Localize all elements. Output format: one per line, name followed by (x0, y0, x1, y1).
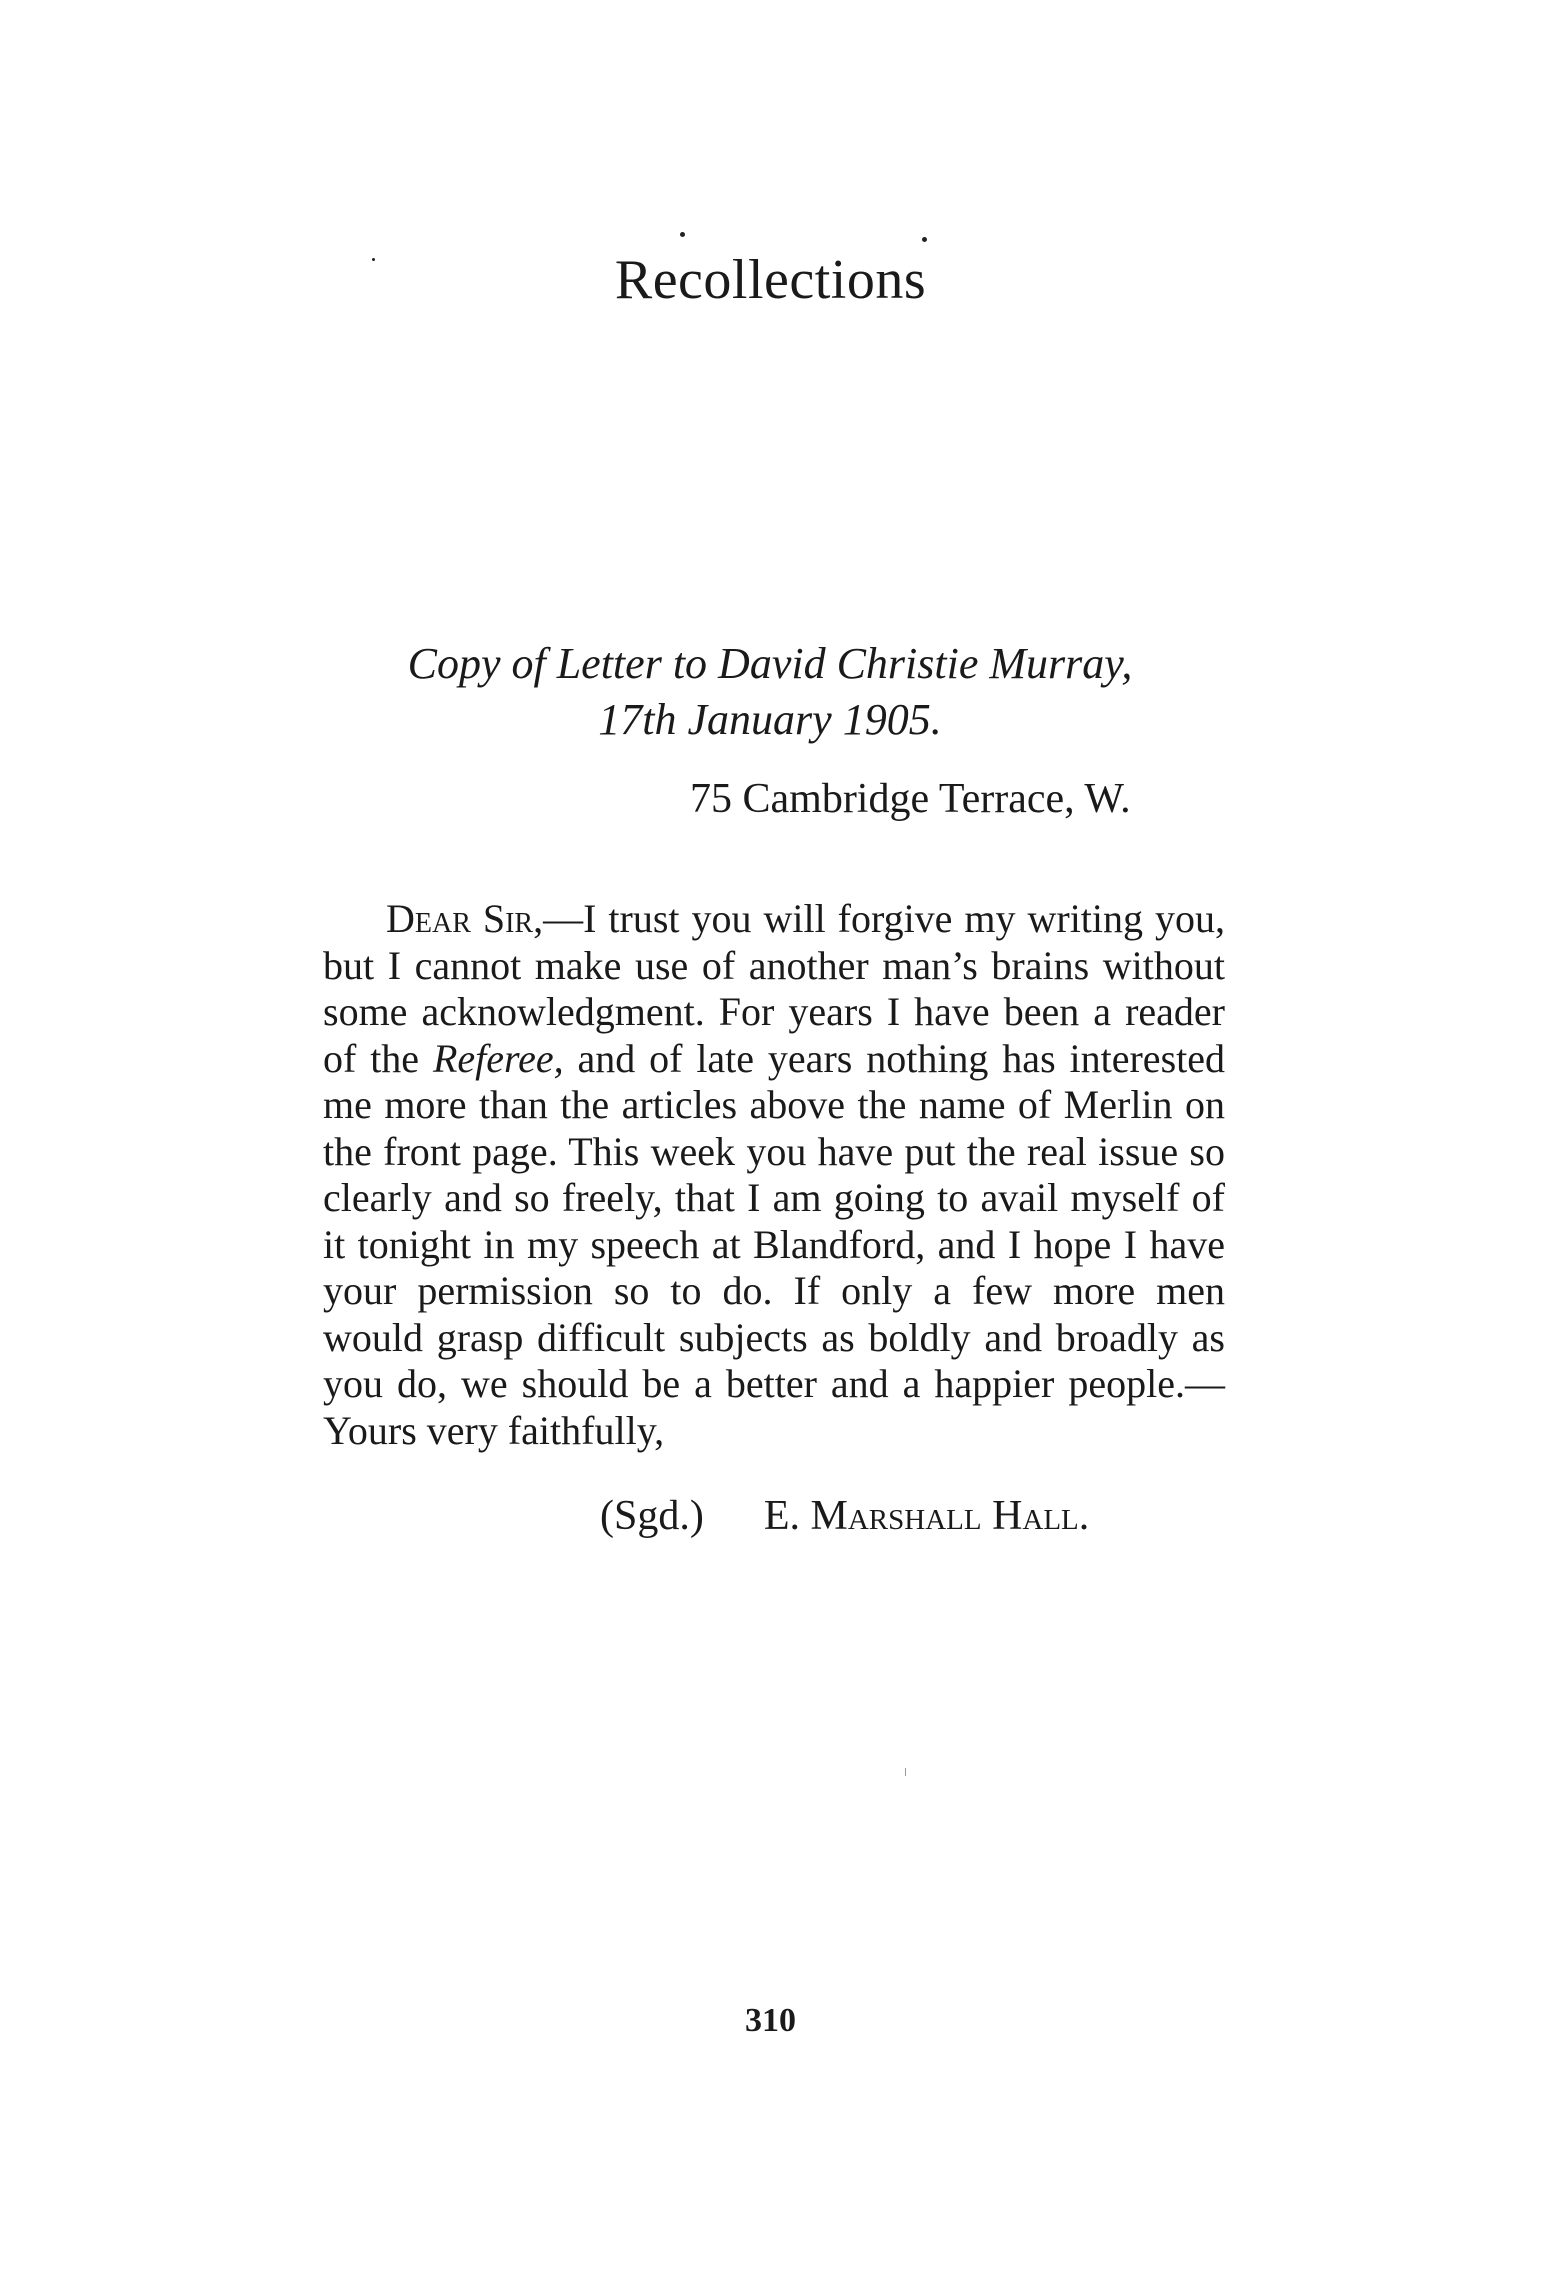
letter-heading-line-1: Copy of Letter to David Christie Murray, (407, 639, 1133, 688)
print-speck (680, 232, 685, 237)
print-speck (922, 237, 927, 242)
print-mark (905, 1768, 906, 1776)
letter-body-text-1: —I trust you will forgive my writing you, but I cannot make use of another man’s brains without some acknowledgment. For years I have been a reader of the (323, 896, 1225, 1081)
sender-address: 75 Cambridge Terrace, W. (690, 776, 1131, 822)
signed-marker: (Sgd.) (600, 1493, 704, 1539)
letter-body-text-2: and of late years nothing has interested me more than the articles above the name of Merlin on the front page. This week you have put the real issue so clearly and so freely, that I am going to avail myself of it tonight in my speech at Blandford, and I hope I have your permission so to do. If only a few more men would grasp difficult subjects as boldly and broadly as you do, we should be a better and a happier people.—Yours very faithfully, (323, 1035, 1225, 1453)
newspaper-title: Referee, (432, 1035, 564, 1081)
signature-name: E. Marshall Hall. (763, 1493, 1090, 1539)
page-number: 310 (745, 2002, 796, 2039)
letter-body (323, 896, 1225, 1454)
letter-heading-line-2: 17th January 1905. (598, 695, 942, 744)
salutation: Dear Sir, (386, 896, 544, 941)
signature-line (600, 1492, 1089, 1540)
letter-heading (330, 636, 1210, 748)
running-head: Recollections (614, 249, 927, 311)
